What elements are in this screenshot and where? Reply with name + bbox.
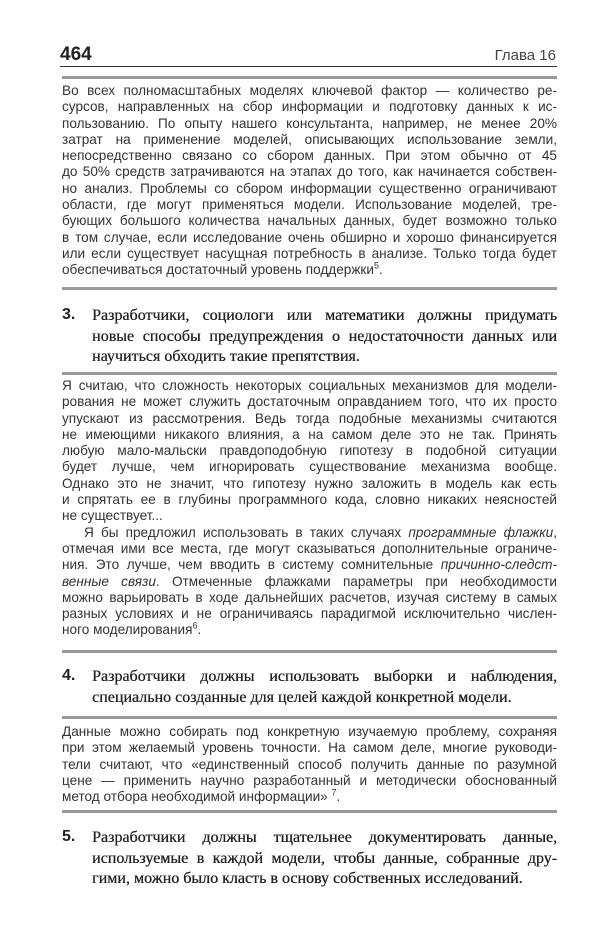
text-line: непосредственно связано со сбором данных. При этом обычно от 45 — [62, 148, 557, 164]
rule-line: Разработчики должны тщательнее документировать данные, — [92, 829, 557, 846]
quote-divider — [62, 287, 557, 290]
text-line: бующих большого количества начальных данных, будет возможно только — [62, 213, 557, 229]
text-line: пользованию. По опыту нашего консультанта, например, не менее 20% — [62, 115, 557, 131]
text-line: Данные можно собирать под конкретную изучаемую проблему, сохраняя — [62, 724, 557, 739]
text-line: и спрятать ее в глубины программного кода, словно никаких неясностей — [62, 492, 557, 508]
quote-divider — [62, 650, 557, 653]
quote-divider — [62, 76, 557, 79]
text-line: упускают из рассмотрения. Ведь тогда подобные механизмы считаются — [62, 410, 557, 426]
text-line: разных условиях и не ограничиваясь парадигмой исключительно числен- — [62, 606, 557, 622]
rule-line: Разработчики, социологи или математики должны придумать — [92, 307, 557, 324]
header-divider — [60, 66, 557, 67]
text-line: можно варьировать в ходе дальнейших расчетов, изучая систему в самых — [62, 589, 557, 605]
text-line: отмечая ими все места, где могут сказываться дополнительные ограниче- — [62, 540, 557, 556]
quote-divider — [62, 372, 557, 375]
chapter-title: Глава 16 — [494, 47, 556, 64]
rule-number: 4. — [62, 667, 76, 684]
rule-text — [92, 306, 557, 368]
text-line: или если существует насущная потребность в анализе. Только тогда будет — [62, 245, 557, 261]
text-line: не существует... — [62, 508, 163, 524]
text-line: сурсов, направленных на сбор информации и подготовку данных к ис- — [62, 99, 557, 115]
text-line: затрат на применение моделей, описывающих использование земли, — [62, 131, 557, 147]
text-line: области, где могут применяться модели. Использование моделей, тре- — [62, 197, 557, 213]
italic-term: программные флажки — [408, 524, 554, 540]
quote-divider — [62, 716, 557, 719]
text-line: в том случае, если исследование очень обширно и хорошо финансируется — [62, 229, 557, 245]
rule-line: гими, можно было класть в основу собственных исследований. — [92, 870, 523, 887]
quote-block-2 — [62, 378, 557, 639]
text-line: не имеющими никакого влияния, а на самом деле это не так. Принять — [62, 426, 557, 442]
quote-block-1 — [62, 83, 557, 279]
text-line: ного моделирования$^6$. — [62, 620, 202, 638]
rule-text — [92, 828, 557, 890]
text-line: ния. Это лучше, чем вводить в систему сомнительные причинно-следст- — [62, 557, 557, 573]
text-line: любую мало-мальски правдоподобную гипотезу в подобной ситуации — [62, 443, 557, 459]
text-line: Я считаю, что сложность некоторых социальных механизмов для модели- — [62, 378, 557, 393]
quote-block-3 — [62, 724, 557, 805]
footnote-ref: 5 — [373, 260, 379, 271]
text-line: рования не может служить достаточным оправданием того, что их просто — [62, 394, 557, 410]
italic-term: венные связи — [62, 573, 156, 589]
rule-line: научиться обходить такие препятствия. — [92, 348, 360, 365]
text-line: метод отбора необходимой информации» $^7$. — [62, 787, 341, 805]
text-line: обеспечиваться достаточный уровень поддержки$^5$. — [62, 260, 383, 278]
footnote-ref: 6 — [192, 620, 198, 631]
text-line: до 50% средств затрачиваются на этапах до того, как начинается собствен- — [62, 164, 557, 180]
rule-number: 3. — [62, 306, 76, 323]
text-line: тели считают, что «единственный способ получить данные по разумной — [62, 756, 557, 772]
text-line: цене — применить научно разработанный и методически обоснованный — [62, 772, 557, 788]
text-line: при этом желаемый уровень точности. На самом деле, многие руководи- — [62, 740, 557, 756]
text-line: будет лучше, чем игнорировать существование механизма вообще. — [62, 459, 557, 475]
rule-line: новые способы предупреждения о недостаточности данных или — [92, 327, 557, 345]
rule-number: 5. — [62, 828, 76, 845]
text-line: но анализ. Проблемы со сбором информации существенно ограничивают — [62, 180, 557, 196]
rule-line: Разработчики должны использовать выборки и наблюдения, — [92, 668, 557, 685]
footnote-ref: 7 — [331, 787, 337, 798]
text-line: Во всех полномасштабных моделях ключевой фактор — количество ре- — [62, 83, 557, 98]
quote-divider — [62, 810, 557, 813]
italic-term: причинно-следст- — [440, 557, 557, 573]
rule-text — [92, 667, 557, 708]
text-line: венные связи. Отмеченные флажками параметры при необходимости — [62, 573, 557, 589]
rule-line: используемые в каждой модели, чтобы данные, собранные дру- — [92, 849, 557, 867]
page-number: 464 — [60, 44, 92, 65]
text-line: Однако это не значит, что гипотезу нужно заложить в модель как есть — [62, 475, 557, 491]
text-line: Я бы предложил использовать в таких случаях программные флажки, — [84, 524, 557, 540]
rule-line: специально созданные для целей каждой конкретной модели. — [92, 688, 512, 706]
